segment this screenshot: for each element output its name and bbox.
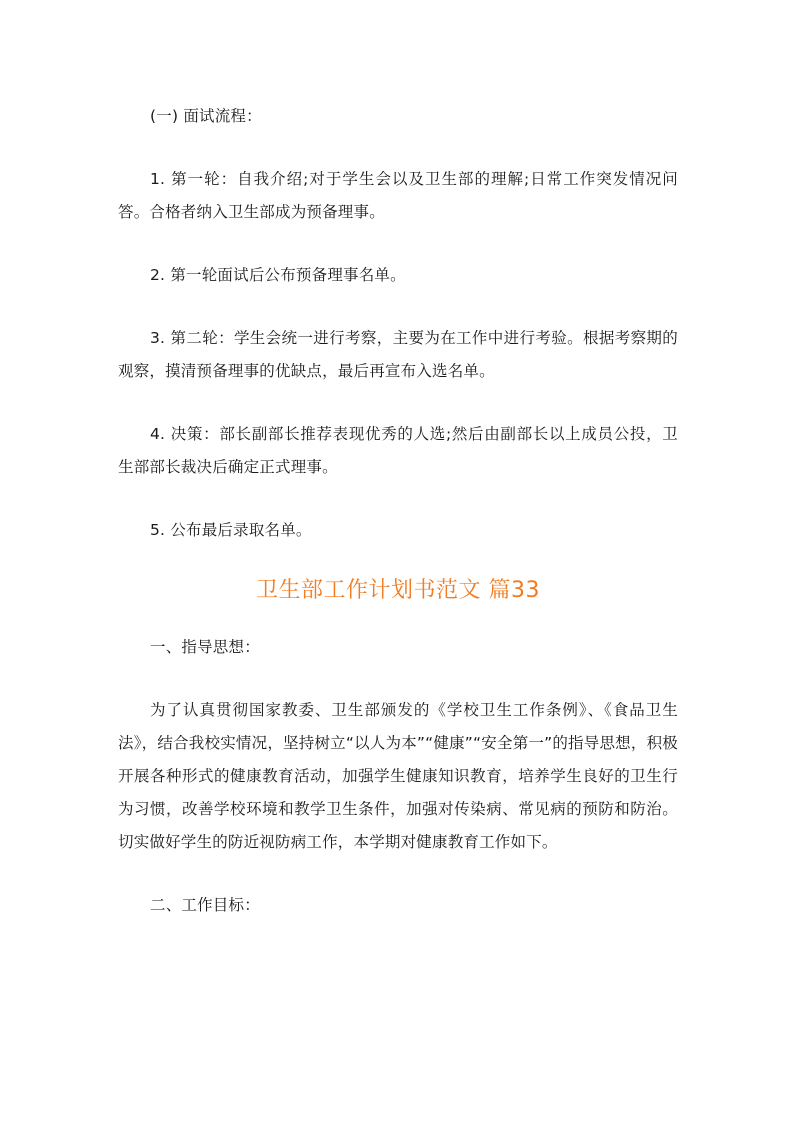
- step-2: 2. 第一轮面试后公布预备理事名单。: [150, 266, 406, 284]
- step-5: 5. 公布最后录取名单。: [150, 521, 312, 539]
- work-goals-heading: 二、工作目标：: [150, 896, 260, 914]
- interview-process-heading: (一) 面试流程：: [150, 107, 262, 125]
- article-title: 卫生部工作计划书范文 篇33: [256, 578, 540, 603]
- step-4: 4. 决策：部长副部长推荐表现优秀的人选;然后由副部长以上成员公投，卫生部部长裁决后确定正式理事。: [118, 425, 678, 476]
- guiding-ideology-heading: 一、指导思想：: [150, 638, 260, 656]
- document-page: [118, 0, 678, 922]
- step-3: 3. 第二轮：学生会统一进行考察，主要为在工作中进行考验。根据考察期的观察，摸清预备理事的优缺点，最后再宣布入选名单。: [118, 329, 678, 380]
- guiding-ideology-text: 为了认真贯彻国家教委、卫生部颁发的《学校卫生工作条例》、《食品卫生法》，结合我校实情况，坚持树立“以人为本”“健康”“安全第一”的指导思想，积极开展各种形式的健康教育活动，加强学生健康知识教育，培养学生良好的卫生行为习惯，改善学校环境和教学卫生条件，加强对传染病、常见病的预防和防治。切实做好学生的防近视防病工作，本学期对健康教育工作如下。: [118, 701, 678, 851]
- step-1: 1. 第一轮：自我介绍;对于学生会以及卫生部的理解;日常工作突发情况问答。合格者纳入卫生部成为预备理事。: [118, 170, 678, 221]
